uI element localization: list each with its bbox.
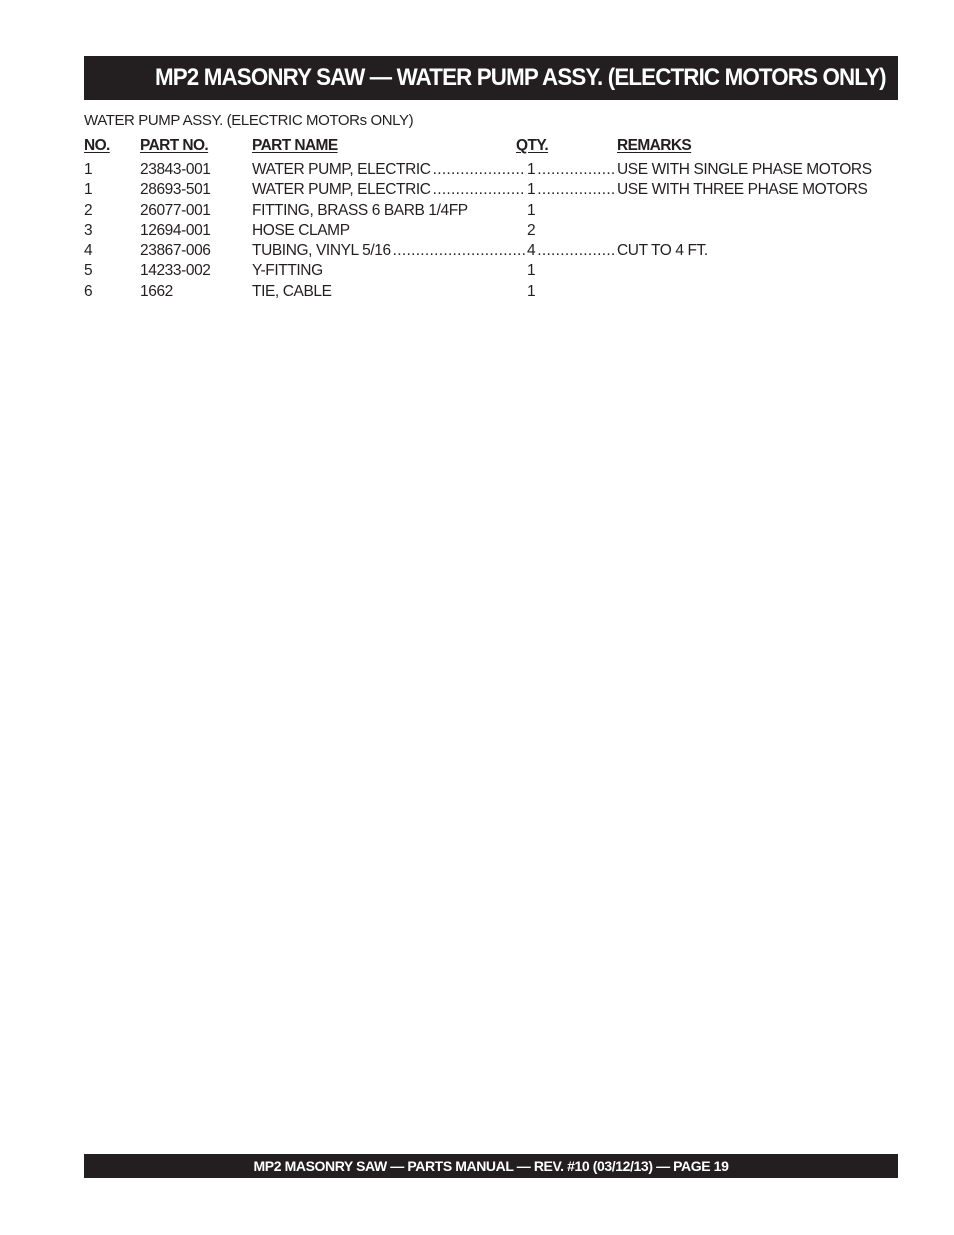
- table-row: [84, 222, 898, 242]
- row-no: 4: [84, 242, 93, 260]
- row-part-name-text: TUBING, VINYL 5/16: [252, 242, 391, 260]
- column-header-remarks: REMARKS: [617, 137, 692, 154]
- row-part-no: 14233-002: [140, 262, 211, 280]
- row-part-no: 12694-001: [140, 221, 211, 239]
- dot-leader: [537, 181, 617, 199]
- row-part-name-text: WATER PUMP, ELECTRIC: [252, 161, 431, 178]
- table-row: [84, 242, 898, 262]
- row-part-no: 1662: [140, 282, 173, 300]
- page-footer-bar: [84, 1154, 898, 1178]
- page-title-bar: [84, 56, 898, 100]
- row-qty-text: 1: [527, 161, 536, 178]
- row-no: 6: [84, 282, 93, 300]
- row-part-name: TIE, CABLE: [252, 282, 332, 300]
- section-title: WATER PUMP ASSY. (ELECTRIC MOTORs ONLY): [84, 112, 414, 129]
- row-part-no: 23843-001: [140, 161, 211, 178]
- row-no: 5: [84, 262, 93, 280]
- row-part-name: [252, 161, 526, 179]
- row-qty: 1: [527, 282, 536, 300]
- row-part-no: 28693-501: [140, 181, 211, 199]
- row-part-name: [252, 181, 526, 199]
- dot-leader: [537, 161, 617, 179]
- page-title: MP2 MASONRY SAW — WATER PUMP ASSY. (ELECTRIC MOTORS ONLY): [155, 64, 886, 91]
- table-row: [84, 161, 898, 181]
- row-remarks: USE WITH SINGLE PHASE MOTORS: [617, 161, 872, 178]
- table-header-row: [84, 137, 898, 161]
- row-part-name-text: WATER PUMP, ELECTRIC: [252, 181, 431, 199]
- row-part-name: [252, 242, 526, 260]
- row-no: 1: [84, 181, 93, 199]
- row-qty: [527, 161, 617, 179]
- column-header-no: NO.: [84, 137, 110, 154]
- column-header-part-name: PART NAME: [252, 137, 338, 154]
- row-no: 3: [84, 221, 93, 239]
- row-qty-text: 1: [527, 181, 536, 199]
- table-row: [84, 181, 898, 201]
- row-qty: [527, 242, 617, 260]
- row-part-name: Y-FITTING: [252, 262, 323, 280]
- column-header-part-no: PART NO.: [140, 137, 209, 154]
- dot-leader: [433, 161, 526, 179]
- page-footer: MP2 MASONRY SAW — PARTS MANUAL — REV. #10 (03/12/13) — PAGE 19: [253, 1158, 729, 1174]
- row-no: 1: [84, 161, 93, 178]
- row-part-no: 26077-001: [140, 201, 211, 219]
- row-no: 2: [84, 201, 93, 219]
- row-qty-text: 4: [527, 242, 536, 260]
- dot-leader: [433, 181, 526, 199]
- dot-leader: [393, 242, 526, 260]
- parts-table: [84, 137, 898, 303]
- table-row: [84, 283, 898, 303]
- table-row: [84, 202, 898, 222]
- row-qty: 2: [527, 221, 536, 239]
- row-remarks: CUT TO 4 FT.: [617, 242, 708, 260]
- row-qty: [527, 181, 617, 199]
- row-part-no: 23867-006: [140, 242, 211, 260]
- row-part-name: FITTING, BRASS 6 BARB 1/4FP: [252, 201, 468, 219]
- table-row: [84, 262, 898, 282]
- dot-leader: [537, 242, 617, 260]
- row-remarks: USE WITH THREE PHASE MOTORS: [617, 181, 868, 199]
- column-header-qty: QTY.: [516, 137, 549, 154]
- row-qty: 1: [527, 262, 536, 280]
- row-qty: 1: [527, 201, 536, 219]
- row-part-name: HOSE CLAMP: [252, 221, 350, 239]
